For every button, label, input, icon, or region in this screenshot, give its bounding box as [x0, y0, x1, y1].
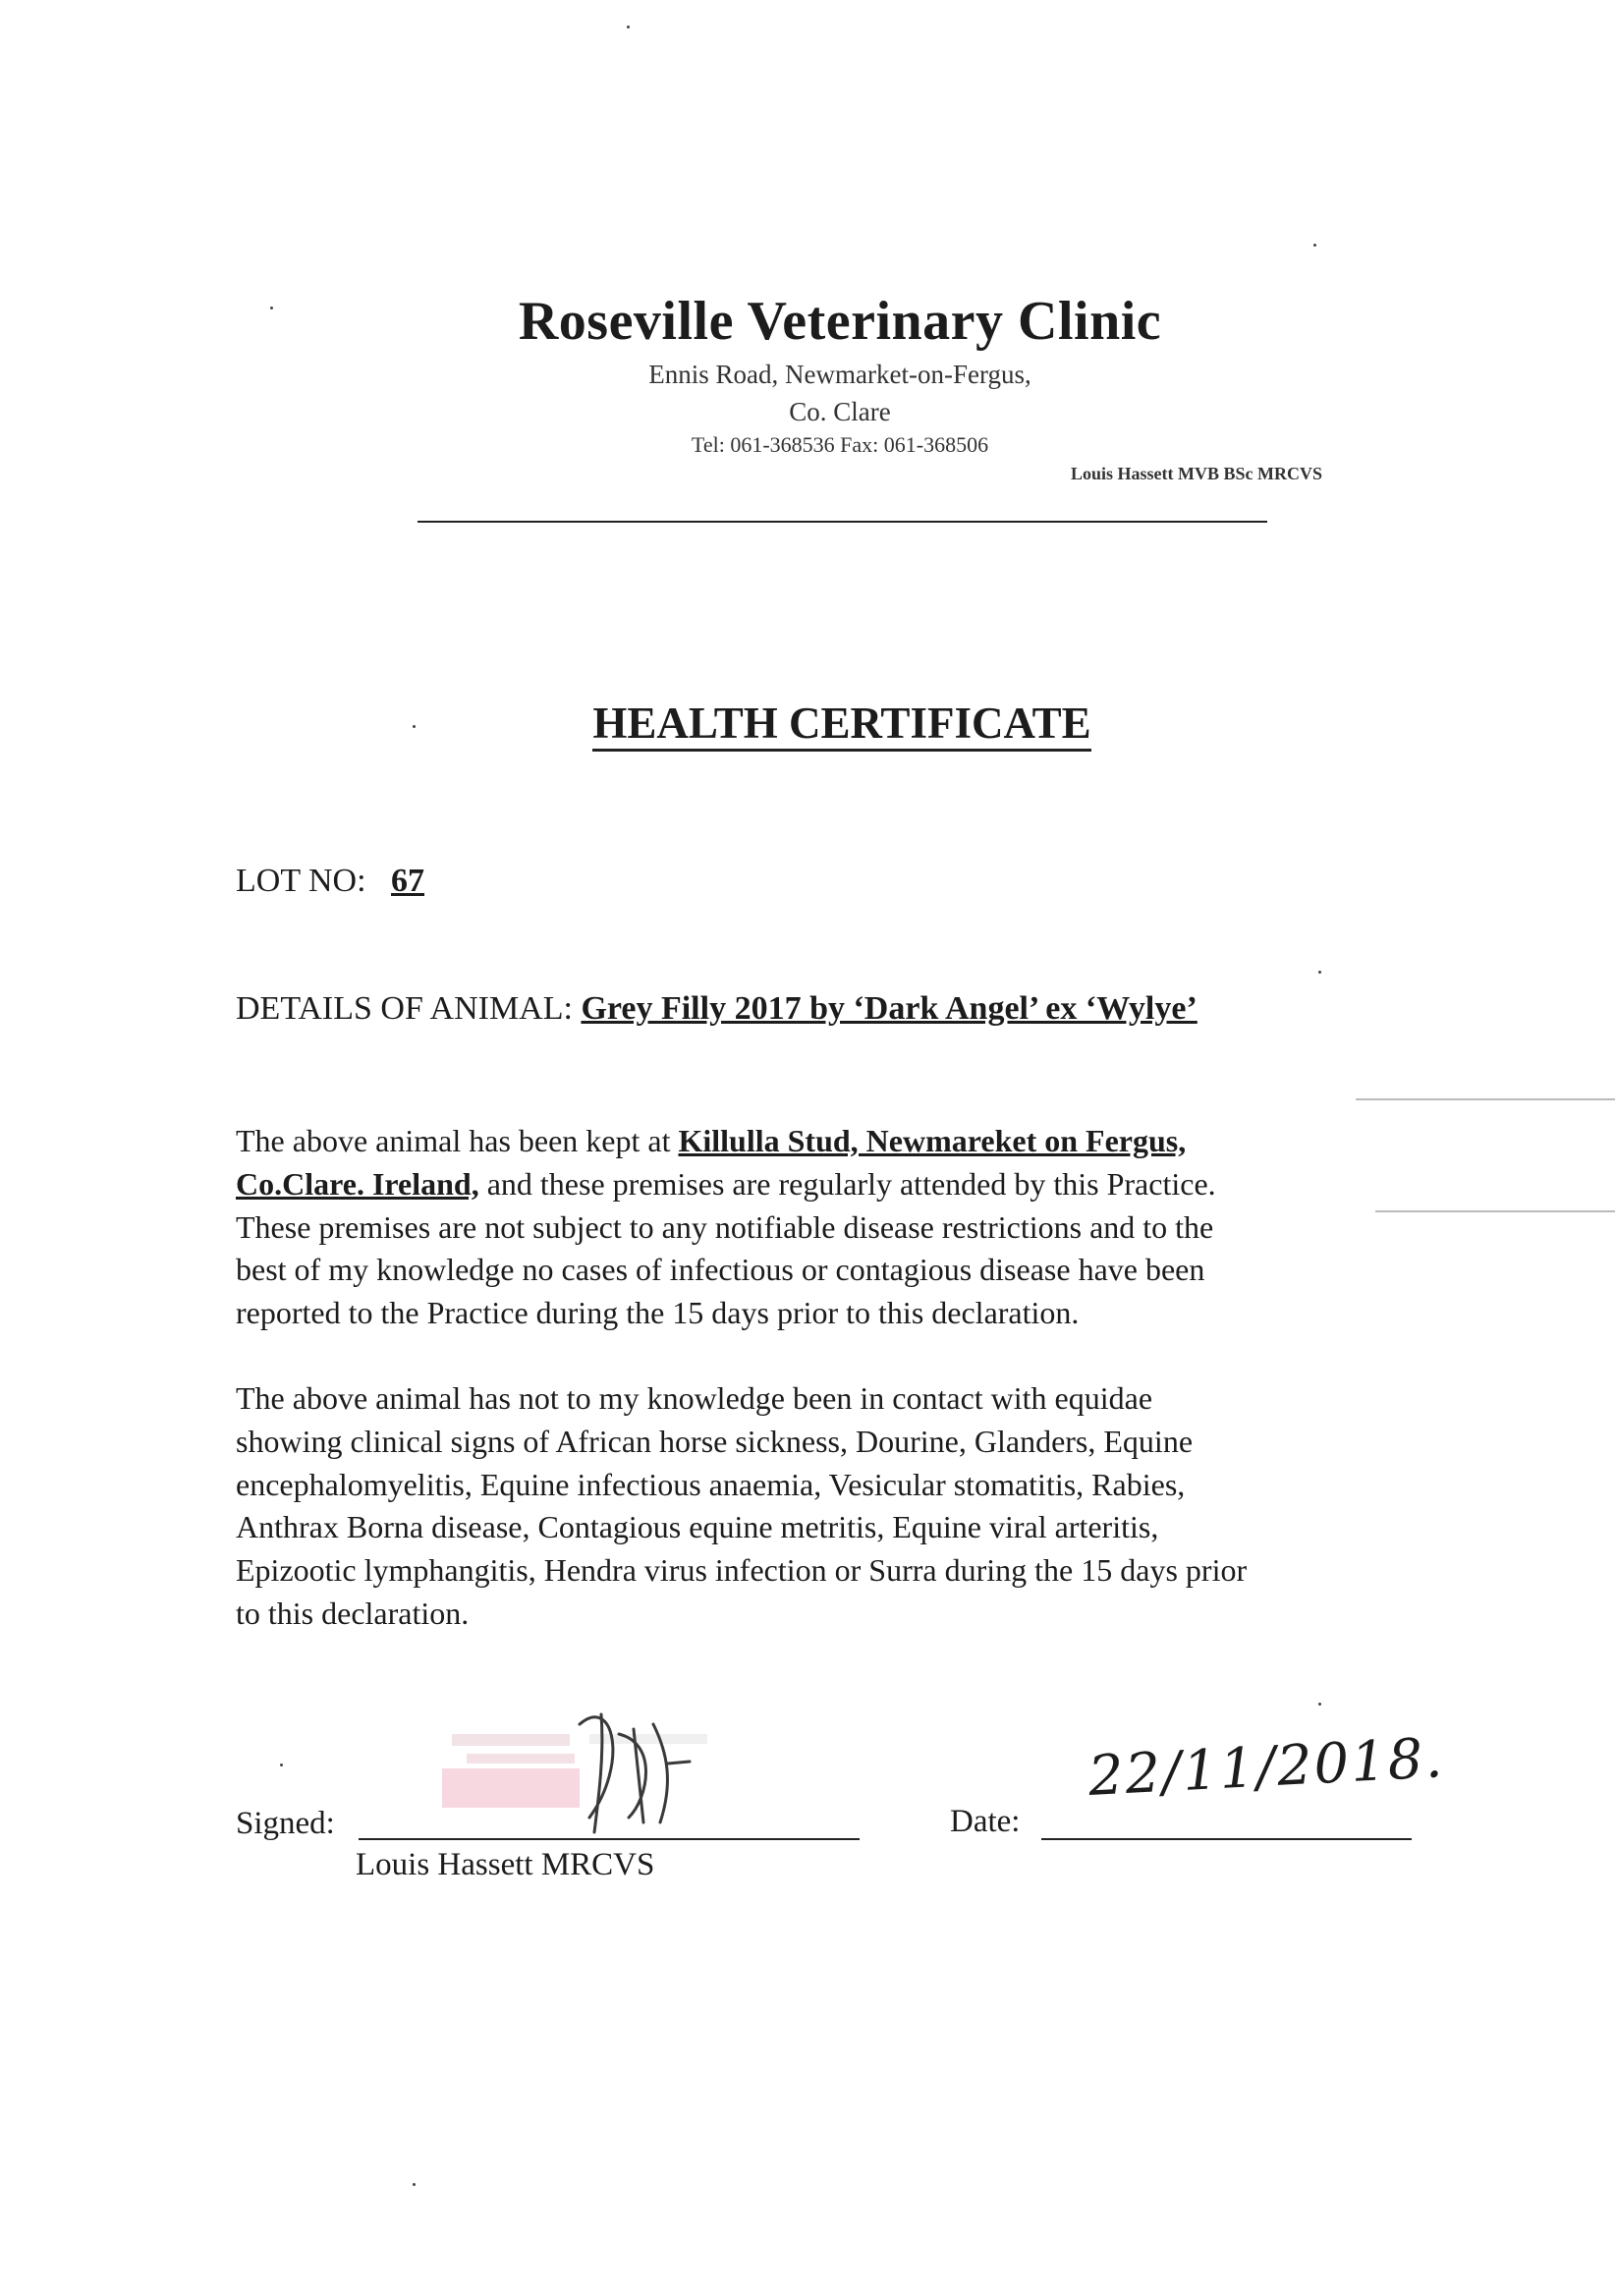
para1-text: The above animal has been kept at: [236, 1123, 679, 1158]
para2-line: The above animal has not to my knowledge been in contact with equidae: [236, 1380, 1153, 1416]
clinic-name: Roseville Veterinary Clinic: [518, 291, 1162, 352]
scan-speck: [627, 26, 630, 28]
para2-line: showing clinical signs of African horse sickness, Dourine, Glanders, Equine: [236, 1423, 1194, 1459]
para1-line: [236, 1163, 1444, 1206]
certificate-title-text: HEALTH CERTIFICATE: [592, 699, 1090, 752]
date-line: [1041, 1838, 1412, 1840]
scan-speck: [413, 725, 416, 728]
premises-location: Killulla Stud, Newmareket on Fergus,: [678, 1123, 1187, 1158]
signed-label: Signed:: [236, 1806, 335, 1841]
para2-line: Epizootic lymphangitis, Hendra virus infection or Surra during the 15 days prior: [236, 1552, 1248, 1589]
clinic-address-line1: Ennis Road, Newmarket-on-Fergus,: [648, 360, 1031, 389]
scan-artifact: [1356, 1098, 1615, 1100]
scan-speck: [270, 307, 273, 309]
premises-paragraph: [236, 1120, 1444, 1335]
disease-paragraph: [236, 1377, 1444, 1636]
header-divider: [418, 521, 1267, 523]
scan-speck: [1318, 1703, 1321, 1706]
para1-text: and these premises are regularly attended by this Practice.: [478, 1165, 1216, 1202]
lot-label: LOT NO:: [236, 863, 366, 899]
details-value: Grey Filly 2017 by ‘Dark Angel’ ex ‘Wylye’: [581, 990, 1197, 1027]
para1-line: [236, 1120, 1444, 1163]
para2-line: Anthrax Borna disease, Contagious equine metritis, Equine viral arteritis,: [236, 1509, 1159, 1545]
scan-speck: [280, 1764, 283, 1766]
para1-line: These premises are not subject to any notifiable disease restrictions and to the: [236, 1208, 1214, 1245]
certificate-title: [0, 698, 1615, 749]
lot-number: 67: [391, 863, 425, 899]
premises-country: Co.Clare. Ireland,: [236, 1165, 479, 1202]
signer-name: Louis Hassett MRCVS: [356, 1847, 655, 1882]
scan-speck: [413, 2183, 416, 2186]
handwritten-date: 22/11/2018.: [1086, 1726, 1446, 1809]
scan-speck: [1313, 244, 1316, 247]
para1-line: best of my knowledge no cases of infectious or contagious disease have been: [236, 1252, 1205, 1288]
para1-line: reported to the Practice during the 15 days prior to this declaration.: [236, 1295, 1080, 1331]
clinic-address-line2: Co. Clare: [789, 397, 891, 426]
date-label: Date:: [950, 1804, 1021, 1839]
para2-line: encephalomyelitis, Equine infectious anaemia, Vesicular stomatitis, Rabies,: [236, 1466, 1186, 1502]
scan-speck: [1318, 971, 1321, 974]
details-label: DETAILS OF ANIMAL:: [236, 990, 573, 1027]
para2-line: to this declaration.: [236, 1595, 470, 1631]
vet-credentials: Louis Hassett MVB BSc MRCVS: [1071, 464, 1323, 483]
clinic-contact: Tel: 061-368536 Fax: 061-368506: [691, 432, 989, 457]
animal-details-row: [236, 990, 1197, 1028]
scan-artifact: [1375, 1210, 1615, 1212]
signature-with-stamp: [432, 1705, 756, 1842]
lot-number-row: [236, 863, 424, 900]
signature-line: [359, 1838, 860, 1840]
